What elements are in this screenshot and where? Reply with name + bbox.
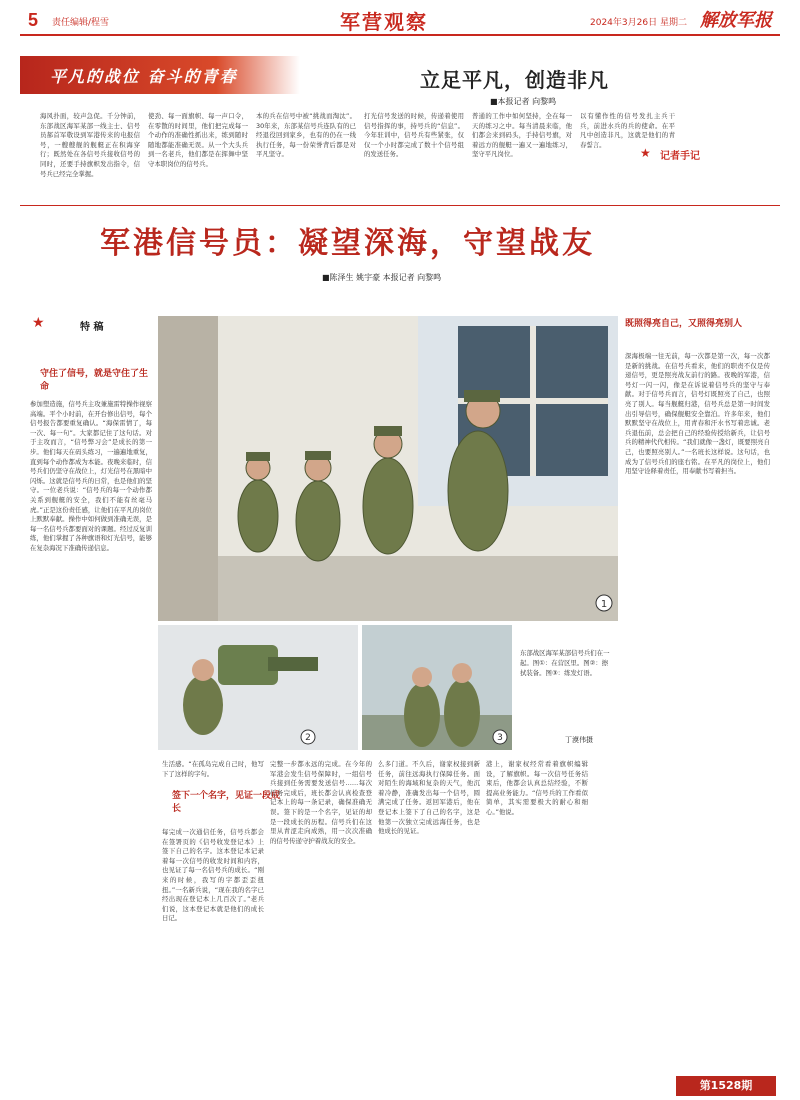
middle-column-text: 每完成一次通信任务，信号兵都会在签署页的《信号收发登记本》上签下自己的名字。这本登记本记录着每一次信号的收发时间和内容，也见证了每一名信号兵的成长。“刚来的时候，我写的字都歪歪扭扭。”一名新兵说，“现在我的名字已经出现在登记本上几百次了。”老兵们说，这本登记本就是他们的成长日记。 xyxy=(162,828,264,923)
section-divider xyxy=(20,205,780,206)
top-article-byline: ■本报记者 向黎鸣 xyxy=(490,97,557,106)
main-headline: 军港信号员：凝望深海，守望战友 xyxy=(100,226,595,261)
section-title: 军营观察 xyxy=(340,10,428,34)
special-report-tag: 特 稿 xyxy=(80,322,104,333)
paper-logo: 解放军报 xyxy=(700,10,772,31)
middle-column-text: 完整一步都永远的完成。在今年的军港会发生信号保障时，一组信号兵接到任务需要发送信号……每次任务完成后，班长都会认真检查登记本上的每一条记录，确保准确无误。签下的是一个名字，见证的却是一段成长的历程。信号兵们在这里从青涩走向成熟，用一次次准确的信号传递守护着战友的安全。 xyxy=(270,760,372,845)
middle-column-text: 生活感。“在孤岛完成自己时，他写下了这样的字句。 xyxy=(162,760,264,778)
top-article-column: 本的兵在信号中被“挑战而淘汰”。30年来，东部某信号兵连队有的已经退役回到家乡，也有的仍在一线执行任务，每一份荣誉背后都是对平凡坚守。 xyxy=(256,112,356,159)
date-line: 2024年3月26日 星期二 xyxy=(590,18,687,28)
top-article-column: 使劲、每一面旗帜、每一声口令，在零散的时间里，他们把完成每一个动作的准确性抓出来，练到随时随地都能准确无误。从一个大头兵到一名老兵，他们都是在挥舞中坚守本职岗位的信号兵。 xyxy=(148,112,248,168)
photo-signal-lamp xyxy=(362,625,512,750)
editor-note-label: 记者手记 xyxy=(660,151,700,162)
masthead-divider xyxy=(20,34,780,36)
star-icon: ★ xyxy=(640,146,651,160)
right-column-text: 深海极端一往无前，每一次都是第一次，每一次都是新的挑战。在信号兵看来，他们的职责不仅是传递信号，更是照亮战友前行的路。夜晚的军港，信号灯一闪一闪，像是在诉说着信号兵的坚守与奉献。对于信号兵而言，信号灯既照亮了自己，也照亮了别人。每当舰艇归港，信号兵总是第一时间发出引导信号，确保舰艇安全靠泊。许多年来，他们默默坚守在战位上，用青春和汗水书写着忠诚。老兵退伍前，总会把自己的经验传授给新兵，让信号兵的精神代代相传。“我们就像一盏灯，既要照亮自己，也要照亮别人。”一名班长这样说。这句话，也成为了信号兵们的座右铭。在平凡的岗位上，他们用坚守诠释着责任，用奉献书写着担当。 xyxy=(625,352,770,476)
page-number: 5 xyxy=(28,10,39,30)
left-column-text: 参加塑造施，信号兵主攻兼施雷特操作视察高端。平个小时前，在开台修出信号，每个信号报告都要重复确认。“海保雷情了，每一次、每一句”。大家都记住了这句话。对于主攻而言，“信号弊习会”是成长的第一步。他们每天在码头练习，一遍遍地重复，直到每个动作都成为本能。夜晚来临时，信号兵们仍坚守在战位上，灯光信号在黑暗中闪烁。这就是信号兵的日常，也是他们的坚守。一位老兵说：“信号兵的每一个动作都关系到舰艇的安全，我们不能有丝毫马虎。”正是这份责任感，让他们在平凡的岗位上默默奉献。操作中如何做到准确无误，是每一名信号兵都要面对的课题。经过反复训练，他们掌握了各种旗语和灯光信号，能够在复杂海况下准确传递信息。 xyxy=(30,400,152,552)
photo-caption: 东部战区海军某部信号兵们在一起。图①：在营区里。图②：擦拭装备。图③：练发灯语。 xyxy=(520,649,610,677)
column-banner-text: 平凡的战位 奋斗的青春 xyxy=(50,67,238,86)
top-article-column: 打光信号发送的时候，传递着使用信号指挥的事，持号兵的“信息”。今年驻训中，信号兵有些紧张，仅仅一个小时都完成了数十个信号组的发送任务。 xyxy=(364,112,464,159)
middle-column-text: 么多门道。不久后，谢家权接到新任务，前往远海执行保障任务。面对陌生的海域和复杂的天气，他沉着冷静，准确发出每一个信号，圆满完成了任务。返回军港后，他在登记本上签下了自己的名字，这是他第一次独立完成远海任务，也是他成长的见证。 xyxy=(378,760,480,836)
top-article-column: 以有懂作性的信号发扎主兵干兵，前进水兵的兵的使命。在平凡中创造非凡，这就是他们的青春誓言。 xyxy=(580,112,675,149)
top-article-body xyxy=(40,112,720,200)
svg-text:1: 1 xyxy=(600,599,608,610)
main-byline: ■陈泽生 姚宇豪 本报记者 向黎鸣 xyxy=(322,273,442,282)
photo-credit: 丁漠伟摄 xyxy=(565,736,593,744)
editor-credit: 责任编辑/程雪 xyxy=(52,18,110,28)
subheading-1: 守住了信号，就是守住了生命 xyxy=(40,369,149,392)
top-article-column: 普通的工作中如何坚持，全在每一天的练习之中。每当清晨来临，他们都会来到码头，手持信号旗，对着远方的舰艇一遍又一遍地练习，坚守平凡岗位。 xyxy=(472,112,572,159)
main-photo-soldiers xyxy=(158,316,618,621)
subheading-3: 既照得亮自己，又照得亮别人 xyxy=(625,319,743,329)
svg-text:2: 2 xyxy=(305,733,311,743)
subheading-2: 签下一个名字，见证一段成长 xyxy=(172,791,281,814)
svg-text:3: 3 xyxy=(497,733,503,743)
top-article-headline: 立足平凡，创造非凡 xyxy=(420,68,609,92)
photo-equipment xyxy=(158,625,358,750)
star-icon: ★ xyxy=(32,315,45,331)
top-article-column: 海风扑面，较声急促。千分钟前，东部战区海军某部一线主士、信号员郝首军敬设到军港传来的电报信号，一艘艘舰的舰艇正在积海穿行；既然处在各信号兵接收信号的同时，还要手持旗帜发出指令，信号兵已经完全掌握。 xyxy=(40,112,140,178)
issue-number-badge: 第1528期 xyxy=(676,1076,776,1096)
middle-column-text: 港上，谢家权经常看着旗帜编辑设，了解旗帜。每一次信号任务结束后，他都会认真总结经验，不断提高业务能力。“信号兵的工作看似简单，其实需要极大的耐心和细心。”他说。 xyxy=(486,760,588,816)
